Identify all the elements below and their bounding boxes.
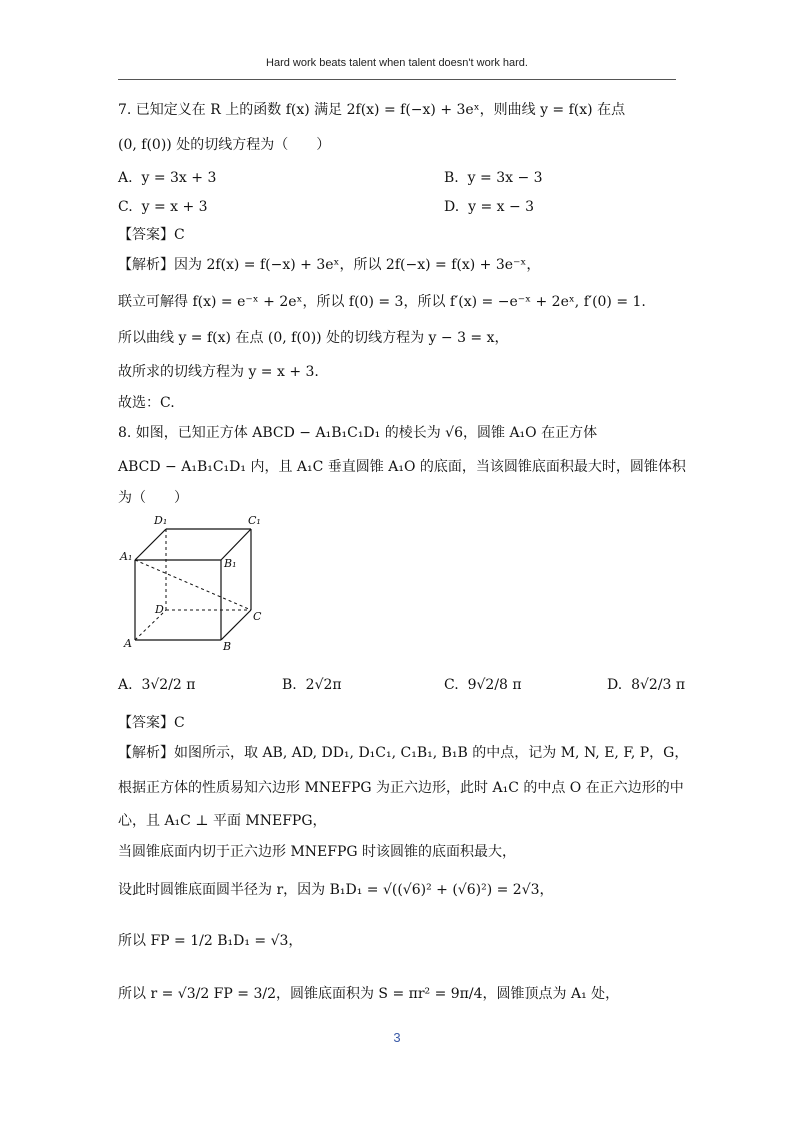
q8-analysis-line: 当圆锥底面内切于正六边形 MNEFPG 时该圆锥的底面积最大， (118, 844, 517, 860)
q8-analysis-line: 所以 r = √3/2 FP = 3/2，圆锥底面积为 S = πr² = 9π/4，圆锥顶点为 A₁ 处， (118, 986, 620, 1002)
option-key: C. (444, 677, 459, 693)
q8-option-a (118, 676, 195, 694)
q8-analysis-line: 根据正方体的性质易知六边形 MNEFPG 为正六边形，此时 A₁C 的中点 O 在正六边形的中 (118, 780, 684, 796)
q7-option-d (444, 198, 534, 216)
edge-b1c1 (221, 529, 251, 560)
q7-answer: 【答案】C (118, 227, 185, 243)
option-key: A. (118, 170, 133, 186)
label-c1: C₁ (248, 514, 261, 527)
option-text: y = x − 3 (468, 199, 535, 215)
label-b1: B₁ (224, 557, 237, 570)
option-text: 2√2π (305, 677, 342, 693)
edge-a1d1 (135, 529, 166, 560)
q8-stem-line3: 为（ ） (118, 490, 188, 506)
option-key: A. (118, 677, 133, 693)
header-divider (118, 79, 676, 80)
label-c: C (253, 610, 262, 623)
edge-bc (221, 610, 251, 640)
q8-option-c (444, 676, 522, 694)
q8-option-b (282, 676, 342, 694)
cube-figure (118, 512, 278, 654)
q8-stem-line2: ABCD − A₁B₁C₁D₁ 内，且 A₁C 垂直圆锥 A₁O 的底面，当该圆锥底面积最大时，圆锥体积 (118, 459, 686, 475)
label-d: D (155, 603, 164, 616)
page-number: 3 (393, 1030, 401, 1045)
option-key: B. (282, 677, 297, 693)
q7-analysis-line: 联立可解得 f(x) = e⁻ˣ + 2eˣ，所以 f(0) = 3，所以 f′(x) = −e⁻ˣ + 2eˣ, f′(0) = 1. (118, 294, 646, 310)
option-text: y = 3x + 3 (141, 170, 217, 186)
q8-analysis-line: 心，且 A₁C ⊥ 平面 MNEFPG， (118, 813, 327, 829)
label-a: A (124, 637, 132, 650)
q8-option-d (607, 676, 685, 694)
q7-analysis-line: 故选：C. (118, 395, 175, 411)
q8-answer: 【答案】C (118, 715, 185, 731)
q7-stem-line1: 7. 已知定义在 R 上的函数 f(x) 满足 2f(x) = f(−x) + 3eˣ，则曲线 y = f(x) 在点 (118, 102, 626, 118)
option-text: y = 3x − 3 (467, 170, 543, 186)
q7-analysis-line: 【解析】因为 2f(x) = f(−x) + 3eˣ，所以 2f(−x) = f(x) + 3e⁻ˣ， (118, 257, 541, 273)
q8-analysis-line: 【解析】如图所示，取 AB, AD, DD₁, D₁C₁, C₁B₁, B₁B 的中点，记为 M, N, E, F, P，G， (118, 745, 689, 761)
option-text: 8√2/3 π (631, 677, 686, 693)
option-text: 9√2/8 π (467, 677, 522, 693)
label-b: B (223, 640, 232, 653)
q7-stem-line2: (0, f(0)) 处的切线方程为（ ） (118, 137, 331, 153)
q8-analysis-line: 所以 FP = 1/2 B₁D₁ = √3， (118, 933, 303, 949)
q8-analysis-line: 设此时圆锥底面圆半径为 r，因为 B₁D₁ = √((√6)² + (√6)²) = 2√3， (118, 882, 554, 898)
label-d1: D₁ (154, 514, 168, 527)
option-text: y = x + 3 (141, 199, 208, 215)
option-key: D. (607, 677, 623, 693)
q7-analysis-line: 故所求的切线方程为 y = x + 3. (118, 364, 319, 380)
q7-option-a (118, 169, 216, 187)
q8-stem-line1: 8. 如图，已知正方体 ABCD − A₁B₁C₁D₁ 的棱长为 √6，圆锥 A₁O 在正方体 (118, 425, 598, 441)
header-motto: Hard work beats talent when talent doesn't work hard. (266, 57, 528, 69)
option-key: B. (444, 170, 459, 186)
cube-diagram (118, 512, 278, 654)
q7-option-b (444, 169, 543, 187)
option-text: 3√2/2 π (141, 677, 196, 693)
option-key: C. (118, 199, 133, 215)
option-key: D. (444, 199, 460, 215)
q7-option-c (118, 198, 208, 216)
q7-analysis-line: 所以曲线 y = f(x) 在点 (0, f(0)) 处的切线方程为 y − 3 = x， (118, 330, 509, 346)
label-a1: A₁ (120, 550, 133, 563)
